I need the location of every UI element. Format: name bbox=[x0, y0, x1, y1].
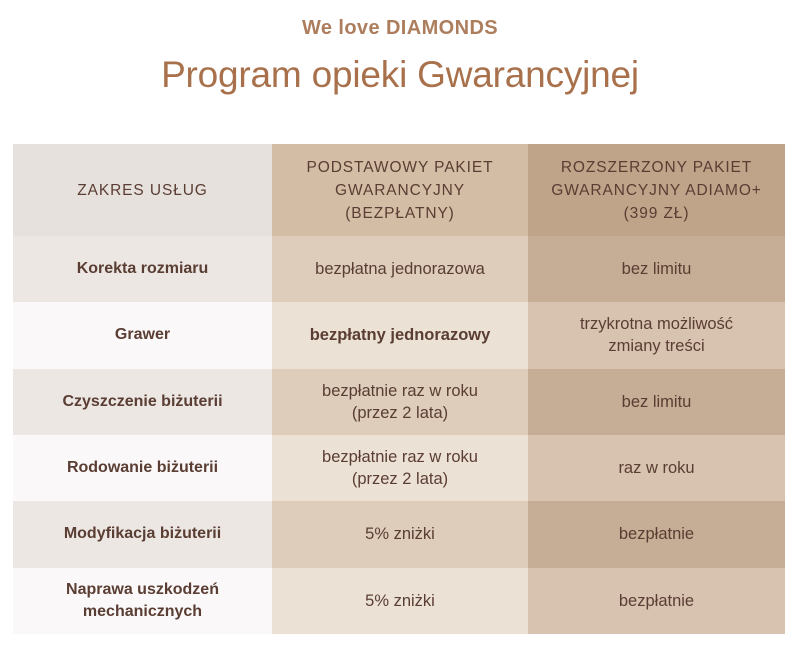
cell-basic bbox=[272, 568, 528, 634]
cell-basic bbox=[272, 369, 528, 435]
cell-scope bbox=[13, 568, 272, 634]
table-row bbox=[13, 369, 785, 435]
cell-extended-line-2: zmiany treści bbox=[608, 337, 705, 356]
cell-basic bbox=[272, 435, 528, 501]
page-header bbox=[0, 0, 800, 144]
table-row bbox=[13, 302, 785, 368]
cell-basic bbox=[272, 236, 528, 302]
cell-extended bbox=[528, 369, 785, 435]
column-header-scope: ZAKRES USŁUG bbox=[13, 144, 272, 236]
cell-extended bbox=[528, 236, 785, 302]
cell-extended-line-1: bezpłatnie bbox=[618, 591, 695, 610]
cell-basic-line-1: 5% zniżki bbox=[365, 591, 435, 610]
column-header-extended-line-2: GWARANCYJNY ADIAMO+ bbox=[551, 181, 762, 199]
cell-scope-line-2: mechanicznych bbox=[82, 602, 203, 620]
cell-extended-line-1: bez limitu bbox=[621, 392, 692, 411]
cell-basic bbox=[272, 501, 528, 567]
brand-eyebrow: We love DIAMONDS bbox=[301, 17, 499, 39]
column-header-extended-package bbox=[528, 144, 785, 236]
cell-scope: Grawer bbox=[13, 302, 272, 368]
cell-extended bbox=[528, 435, 785, 501]
table-row bbox=[13, 236, 785, 302]
table-header-row bbox=[13, 144, 785, 236]
column-header-basic-package bbox=[272, 144, 528, 236]
cell-extended bbox=[528, 302, 785, 368]
cell-scope: Modyfikacja biżuterii bbox=[13, 501, 272, 567]
table-row bbox=[13, 568, 785, 634]
cell-scope-line-1: Naprawa uszkodzeń bbox=[66, 580, 219, 598]
cell-extended bbox=[528, 568, 785, 634]
cell-extended-line-1: raz w roku bbox=[618, 459, 695, 478]
warranty-comparison-table bbox=[13, 144, 785, 634]
cell-basic bbox=[272, 302, 528, 368]
cell-extended-line-1: bezpłatnie bbox=[618, 525, 695, 544]
cell-extended-line-1: trzykrotna możliwość bbox=[579, 315, 734, 334]
table-head bbox=[13, 144, 785, 236]
cell-scope: Czyszczenie biżuterii bbox=[13, 369, 272, 435]
cell-basic-line-1: bezpłatna jednorazowa bbox=[315, 260, 485, 279]
cell-scope: Korekta rozmiaru bbox=[13, 236, 272, 302]
cell-basic-line-2: (przez 2 lata) bbox=[351, 403, 449, 422]
table-row bbox=[13, 501, 785, 567]
cell-extended-line-1: bez limitu bbox=[621, 260, 692, 279]
column-header-basic-line-2: GWARANCYJNY bbox=[335, 181, 465, 199]
cell-basic-line-1: bezpłatnie raz w roku bbox=[322, 381, 478, 400]
cell-extended bbox=[528, 501, 785, 567]
column-header-extended-line-1: ROZSZERZONY PAKIET bbox=[560, 158, 753, 176]
cell-basic-line-1: bezpłatny jednorazowy bbox=[309, 326, 491, 345]
table-body bbox=[13, 236, 785, 634]
column-header-basic-line-3: (BEZPŁATNY) bbox=[345, 204, 455, 222]
cell-basic-line-2: (przez 2 lata) bbox=[351, 470, 449, 489]
column-header-extended-line-3: (399 ZŁ) bbox=[623, 204, 690, 222]
cell-basic-line-1: bezpłatnie raz w roku bbox=[322, 448, 478, 467]
table-row bbox=[13, 435, 785, 501]
cell-basic-line-1: 5% zniżki bbox=[365, 525, 435, 544]
cell-scope: Rodowanie biżuterii bbox=[13, 435, 272, 501]
column-header-basic-line-1: PODSTAWOWY PAKIET bbox=[306, 158, 494, 176]
page-title: Program opieki Gwarancyjnej bbox=[161, 54, 639, 95]
